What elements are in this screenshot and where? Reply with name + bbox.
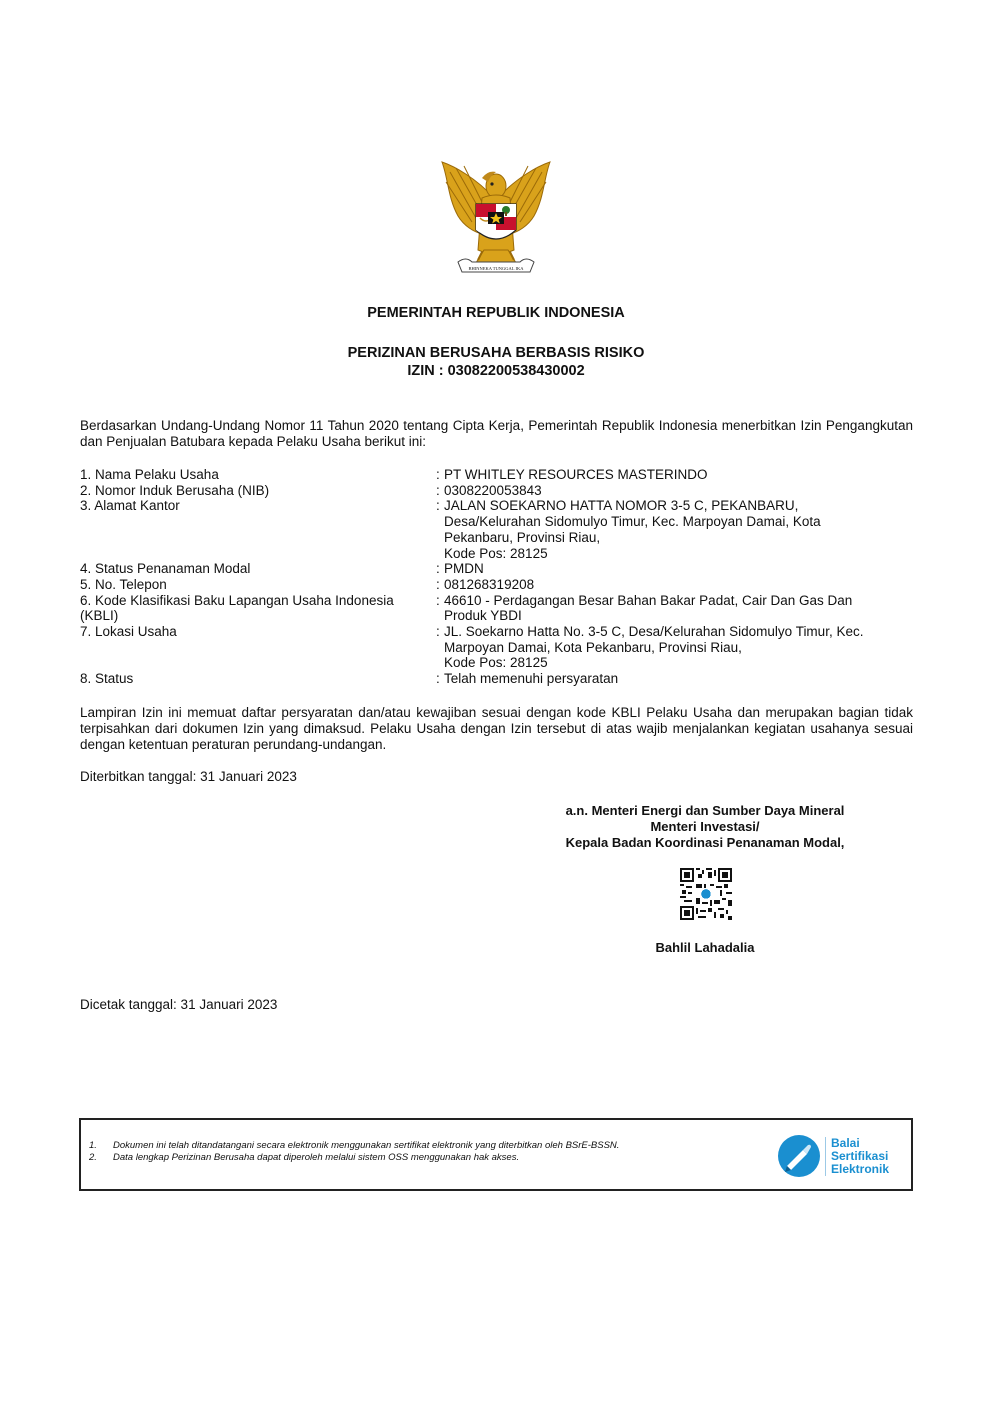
issued-date: Diterbitkan tanggal: 31 Januari 2023 (80, 769, 297, 784)
signature-block (500, 803, 910, 851)
detail-row-business-name: 1. Nama Pelaku Usaha : PT WHITLEY RESOURCES MASTERINDO (80, 467, 913, 483)
signer-name: Bahlil Lahadalia (655, 940, 755, 955)
signature-line-3: Kepala Badan Koordinasi Penanaman Modal, (565, 835, 845, 850)
attachment-note-paragraph: Lampiran Izin ini memuat daftar persyaratan dan/atau kewajiban sesuai dengan kode KBLI Pelaku Usaha dan merupakan bagian tidak terpisahkan dari dokumen Izin yang dimaksud. Pelaku Usaha dengan Izin tersebut di atas wajib menjalankan kegiatan usahanya sesuai dengan ketentuan peraturan perundang-undangan. (80, 705, 913, 752)
detail-value: JL. Soekarno Hatta No. 3-5 C, Desa/Kelurahan Sidomulyo Timur, Kec. Marpoyan Damai, Kota Pekanbaru, Provinsi Riau, Kode Pos: 28125 (444, 624, 864, 671)
detail-label: 5. No. Telepon (80, 576, 167, 592)
detail-label: 7. Lokasi Usaha (80, 624, 177, 640)
signature-line-2: Menteri Investasi/ (650, 819, 760, 834)
footer-note: 1. Dokumen ini telah ditandatangani secara elektronik menggunakan sertifikat elektronik yang diterbitkan oleh BSrE-BSSN. (89, 1140, 620, 1151)
detail-value: JALAN SOEKARNO HATTA NOMOR 3-5 C, PEKANBARU, Desa/Kelurahan Sidomulyo Timur, Kec. Marpoyan Damai, Kota Pekanbaru, Provinsi Riau, Kode Pos: 28125 (444, 498, 821, 561)
signature-line-1: a.n. Menteri Energi dan Sumber Daya Mineral (565, 803, 845, 818)
detail-value: 0308220053843 (444, 482, 542, 498)
detail-row-nib: 2. Nomor Induk Berusaha (NIB) : 0308220053843 (80, 483, 913, 499)
detail-row-status: 8. Status : Telah memenuhi persyaratan (80, 671, 913, 687)
detail-value: 46610 - Perdagangan Besar Bahan Bakar Padat, Cair Dan Gas Dan Produk YBDI (444, 592, 853, 624)
detail-value: Telah memenuhi persyaratan (444, 671, 619, 687)
detail-label: 1. Nama Pelaku Usaha (80, 467, 219, 482)
detail-label: 8. Status (80, 671, 134, 687)
detail-label: 2. Nomor Induk Berusaha (NIB) (80, 482, 270, 498)
bsre-logo-text: Balai Sertifikasi Elektronik (825, 1137, 889, 1176)
detail-row-office-address: 3. Alamat Kantor : JALAN SOEKARNO HATTA NOMOR 3-5 C, PEKANBARU, Desa/Kelurahan Sidomulyo Timur, Kec. Marpoyan Damai, Kota Pekanbaru, Provinsi Riau, Kode Pos: 28125 (80, 498, 913, 561)
qr-code-icon (680, 868, 732, 920)
detail-row-investment-status: 4. Status Penanaman Modal : PMDN (80, 561, 913, 577)
bsre-logo (777, 1130, 897, 1182)
footer-note: 2. Data lengkap Perizinan Berusaha dapat diperoleh melalui sistem OSS menggunakan hak akses. (89, 1152, 520, 1163)
emblem-motto: BHINNEKA TUNGGAL IKA (468, 266, 524, 271)
detail-value: PT WHITLEY RESOURCES MASTERINDO (444, 467, 708, 482)
detail-label: 3. Alamat Kantor (80, 498, 180, 514)
business-details-list (80, 467, 913, 687)
detail-row-kbli: 6. Kode Klasifikasi Baku Lapangan Usaha Indonesia (KBLI) : 46610 - Perdagangan Besar Bahan Bakar Padat, Cair Dan Gas Dan Produk YBDI (80, 593, 913, 624)
detail-value: PMDN (444, 561, 484, 577)
detail-value: 081268319208 (444, 576, 535, 592)
document-title (0, 344, 992, 380)
footer-notes (89, 1140, 619, 1164)
garuda-pancasila-icon (436, 158, 556, 280)
detail-row-phone: 5. No. Telepon : 081268319208 (80, 577, 913, 593)
intro-paragraph: Berdasarkan Undang-Undang Nomor 11 Tahun 2020 tentang Cipta Kerja, Pemerintah Republik Indonesia menerbitkan Izin Pengangkutan dan Penjualan Batubara kepada Pelaku Usaha berikut ini: (80, 418, 913, 449)
detail-row-business-location: 7. Lokasi Usaha : JL. Soekarno Hatta No. 3-5 C, Desa/Kelurahan Sidomulyo Timur, Kec. Marpoyan Damai, Kota Pekanbaru, Provinsi Riau, Kode Pos: 28125 (80, 624, 913, 671)
permit-number: IZIN : 03082200538430002 (407, 363, 585, 379)
detail-label: 4. Status Penanaman Modal (80, 561, 251, 577)
footer-notes-box (79, 1118, 913, 1191)
detail-label: 6. Kode Klasifikasi Baku Lapangan Usaha Indonesia (KBLI) (80, 592, 394, 624)
bsre-pen-icon (777, 1134, 821, 1178)
printed-date: Dicetak tanggal: 31 Januari 2023 (80, 997, 278, 1012)
government-title: PEMERINTAH REPUBLIK INDONESIA (367, 305, 625, 321)
permit-type-title: PERIZINAN BERUSAHA BERBASIS RISIKO (347, 345, 645, 361)
garuda-emblem (436, 158, 556, 280)
